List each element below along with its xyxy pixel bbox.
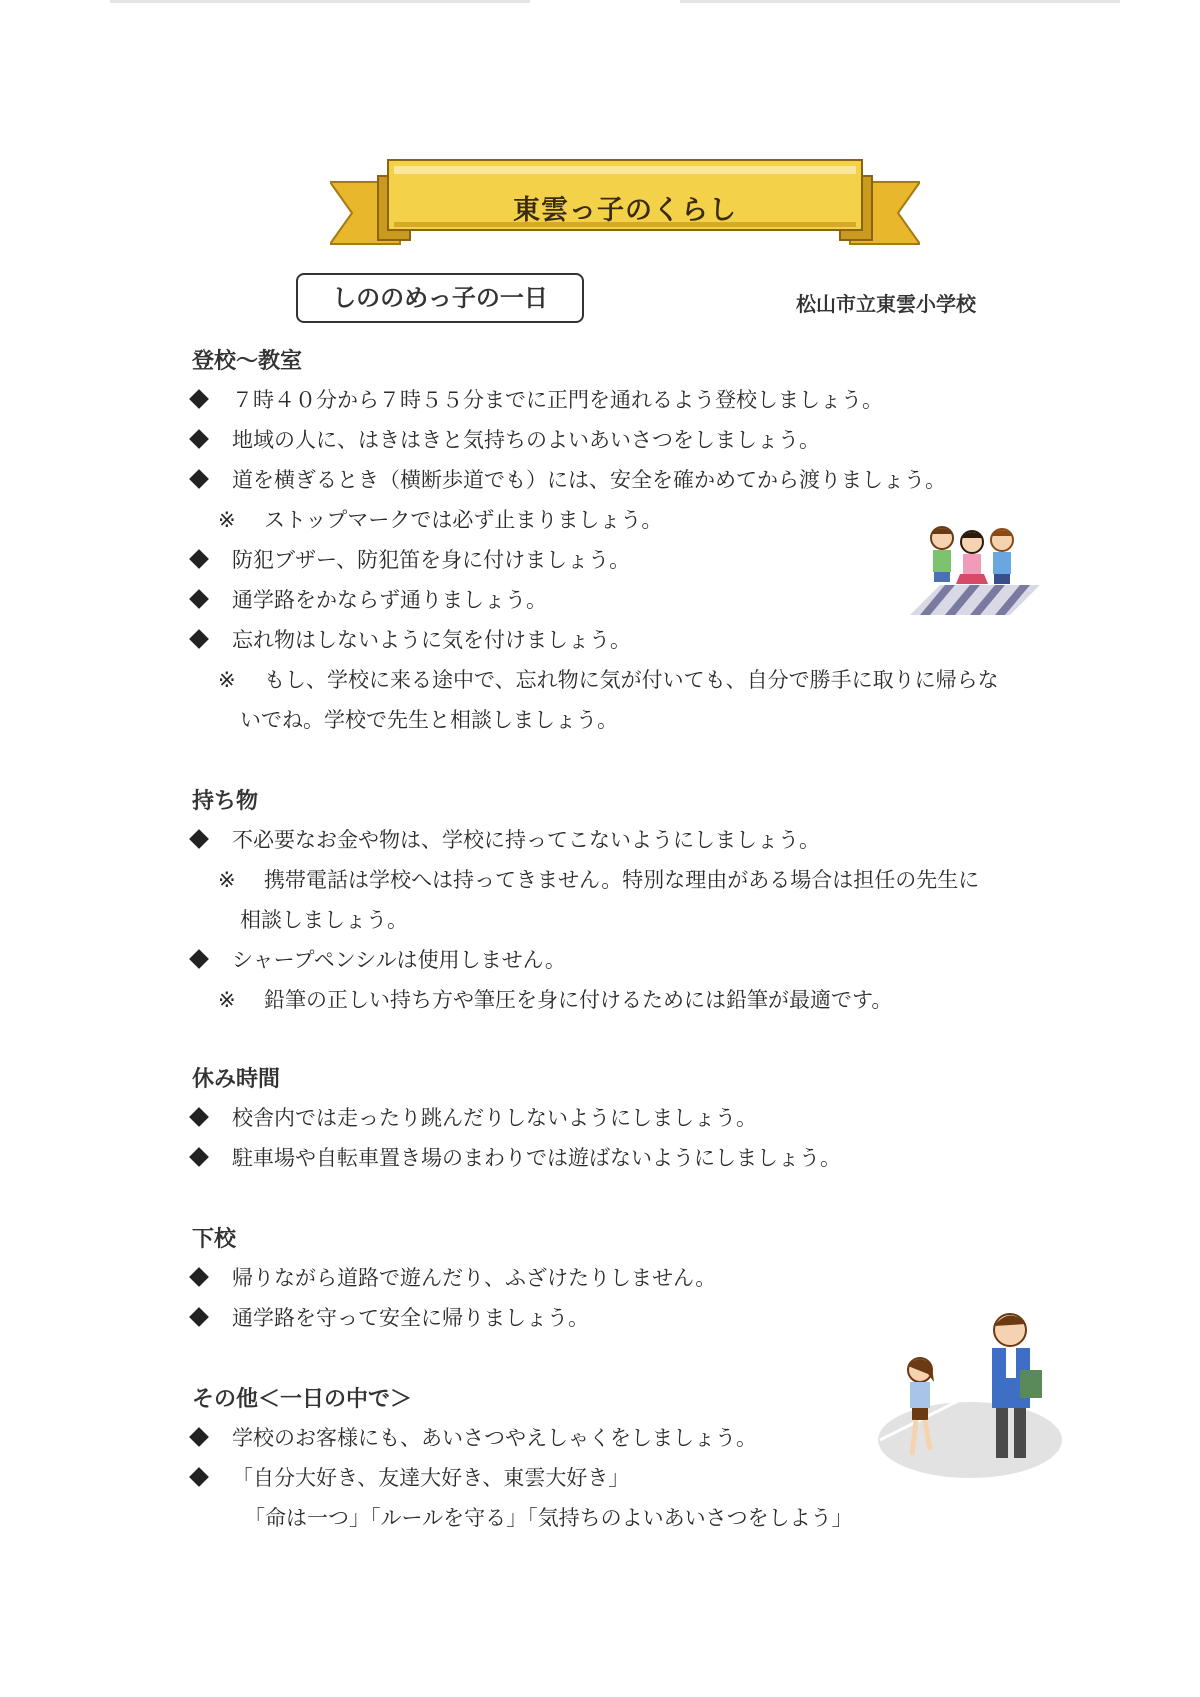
diamond-bullet-icon [189, 589, 209, 609]
item-text: シャープペンシルは使用しません。 [232, 948, 566, 972]
item-continuation: 「命は一つ」「ルールを守る」「気持ちのよいあいさつをしよう」 [244, 1506, 853, 1530]
note [218, 504, 662, 534]
section-heading-belongings: 持ち物 [192, 789, 259, 814]
list-item [192, 624, 631, 654]
item-text: 通学路を守って安全に帰りましょう。 [232, 1306, 589, 1330]
section-heading-other: その他＜一日の中で＞ [192, 1387, 413, 1412]
school-name: 松山市立東雲小学校 [796, 292, 976, 316]
note-text: 携帯電話は学校へは持ってきません。特別な理由がある場合は担任の先生に [264, 868, 980, 892]
title-banner [330, 152, 920, 262]
list-item [192, 1262, 716, 1292]
item-text: 地域の人に、はきはきと気持ちのよいあいさつをしましょう。 [232, 428, 820, 452]
list-item [192, 544, 630, 574]
item-text: 帰りながら道路で遊んだり、ふざけたりしません。 [232, 1266, 717, 1290]
note [218, 984, 892, 1014]
diamond-bullet-icon [189, 1467, 209, 1487]
note [218, 864, 979, 894]
list-item [192, 584, 547, 614]
section-heading-going-home: 下校 [192, 1227, 237, 1252]
item-text: 忘れ物はしないように気を付けましょう。 [232, 628, 631, 652]
scan-edge [110, 0, 530, 3]
list-item [192, 1462, 629, 1492]
diamond-bullet-icon [189, 1307, 209, 1327]
note-mark: ※ [218, 988, 236, 1012]
list-item [192, 384, 883, 414]
list-item [192, 424, 820, 454]
item-text: 不必要なお金や物は、学校に持ってこないようにしましょう。 [232, 828, 820, 852]
children-crossing-illustration [900, 520, 1040, 625]
list-item [192, 464, 946, 494]
item-text: 通学路をかならず通りましょう。 [232, 588, 547, 612]
note-continuation: いでね。学校で先生と相談しましょう。 [240, 708, 618, 732]
note [218, 664, 999, 694]
page-subtitle: しののめっ子の一日 [296, 273, 584, 323]
teacher-child-illustration [870, 1290, 1070, 1480]
note-text: もし、学校に来る途中で、忘れ物に気が付いても、自分で勝手に取りに帰らな [264, 668, 999, 692]
note-mark: ※ [218, 508, 236, 532]
list-item [192, 944, 566, 974]
note-mark: ※ [218, 668, 236, 692]
list-item [192, 1102, 757, 1132]
note-mark: ※ [218, 868, 236, 892]
diamond-bullet-icon [189, 469, 209, 489]
section-heading-arrival: 登校～教室 [192, 349, 303, 374]
diamond-bullet-icon [189, 1107, 209, 1127]
diamond-bullet-icon [189, 949, 209, 969]
item-text: ７時４０分から７時５５分までに正門を通れるよう登校しましょう。 [232, 388, 883, 412]
list-item [192, 1422, 757, 1452]
diamond-bullet-icon [189, 549, 209, 569]
item-text: 防犯ブザー、防犯笛を身に付けましょう。 [232, 548, 631, 572]
item-text: 道を横ぎるとき（横断歩道でも）には、安全を確かめてから渡りましょう。 [232, 468, 946, 492]
diamond-bullet-icon [189, 1267, 209, 1287]
item-text: 駐車場や自転車置き場のまわりでは遊ばないようにしましょう。 [232, 1146, 841, 1170]
list-item [192, 1302, 589, 1332]
item-text: 学校のお客様にも、あいさつやえしゃくをしましょう。 [232, 1426, 757, 1450]
diamond-bullet-icon [189, 1427, 209, 1447]
section-heading-break-time: 休み時間 [192, 1067, 281, 1092]
note-text: ストップマークでは必ず止まりましょう。 [264, 508, 663, 532]
note-continuation: 相談しましょう。 [240, 908, 408, 932]
item-text: 「自分大好き、友達大好き、東雲大好き」 [232, 1466, 630, 1490]
diamond-bullet-icon [189, 389, 209, 409]
item-text: 校舎内では走ったり跳んだりしないようにしましょう。 [232, 1106, 757, 1130]
diamond-bullet-icon [189, 629, 209, 649]
note-text: 鉛筆の正しい持ち方や筆圧を身に付けるためには鉛筆が最適です。 [264, 988, 893, 1012]
banner-title: 東雲っ子のくらし [513, 195, 737, 226]
list-item [192, 824, 820, 854]
scan-edge [680, 0, 1120, 3]
list-item [192, 1142, 841, 1172]
diamond-bullet-icon [189, 829, 209, 849]
diamond-bullet-icon [189, 1147, 209, 1167]
diamond-bullet-icon [189, 429, 209, 449]
